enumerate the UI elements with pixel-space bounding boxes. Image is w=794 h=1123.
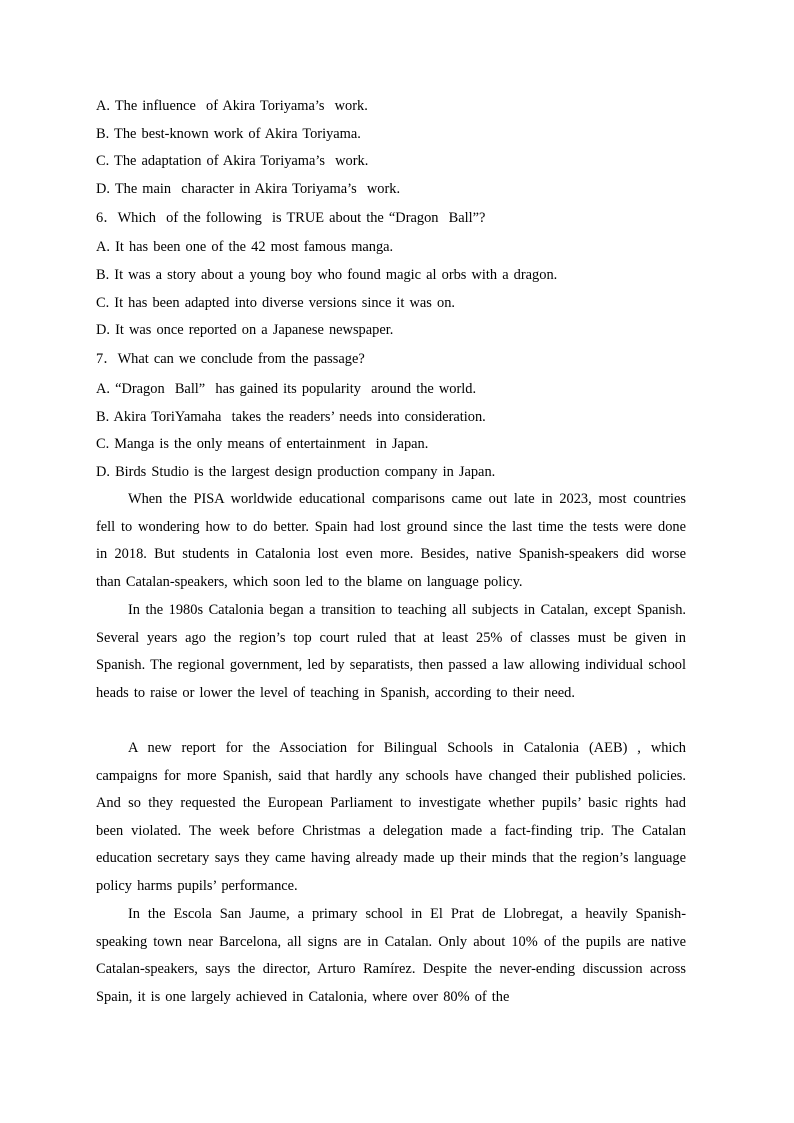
- q5-option-b: B. The best-known work of Akira Toriyama.: [96, 126, 361, 142]
- passage-paragraph-3: A new report for the Association for Bilingual Schools in Catalonia (AEB) , which campaigns for more Spanish, said that hardly any schools have changed their published policies. And so they requested the European Parliament to investigate whether pupils’ basic rights had been violated. The week before Christmas a delegation made a fact-finding trip. The Catalan education secretary says they came having already made up their minds that the region’s language policy harms pupils’ performance.: [96, 740, 686, 894]
- q7-stem: 7．What can we conclude from the passage?: [96, 351, 365, 367]
- q6-option-b: B. It was a story about a young boy who found magic al orbs with a dragon.: [96, 267, 558, 283]
- q6-option-a: A. It has been one of the 42 most famous manga.: [96, 239, 394, 255]
- q6-option-d: D. It was once reported on a Japanese newspaper.: [96, 322, 394, 338]
- q7-option-c: C. Manga is the only means of entertainment in Japan.: [96, 436, 429, 452]
- q6-stem: 6．Which of the following is TRUE about the “Dragon Ball”?: [96, 210, 486, 226]
- passage-paragraph-4: In the Escola San Jaume, a primary school in El Prat de Llobregat, a heavily Spanish-speaking town near Barcelona, all signs are in Catalan. Only about 10% of the pupils are native Catalan-speakers, says the director, Arturo Ramírez. Despite the never-ending discussion across Spain, it is one largely achieved in Catalonia, where over 80% of the: [96, 906, 686, 1005]
- q5-option-d: D. The main character in Akira Toriyama’s work.: [96, 181, 401, 197]
- q6-option-c: C. It has been adapted into diverse versions since it was on.: [96, 295, 455, 311]
- passage-paragraph-2: In the 1980s Catalonia began a transition to teaching all subjects in Catalan, except Spanish. Several years ago the region’s top court ruled that at least 25% of classes must be given in Spanish. The regional government, led by separatists, then passed a law allowing individual school heads to raise or lower the level of teaching in Spanish, according to their need.: [96, 602, 686, 701]
- q7-option-d: D. Birds Studio is the largest design production company in Japan.: [96, 464, 496, 480]
- passage-paragraph-1: When the PISA worldwide educational comparisons came out late in 2023, most countries fell to wondering how to do better. Spain had lost ground since the last time the tests were done in 2018. But students in Catalonia lost even more. Besides, native Spanish-speakers did worse than Catalan-speakers, which soon led to the blame on language policy.: [96, 491, 686, 590]
- q5-option-a: A. The influence of Akira Toriyama’s work.: [96, 98, 368, 114]
- q7-option-b: B. Akira ToriYamaha takes the readers’ needs into consideration.: [96, 409, 486, 425]
- q7-option-a: A. “Dragon Ball” has gained its popularity around the world.: [96, 381, 477, 397]
- q5-option-c: C. The adaptation of Akira Toriyama’s work.: [96, 153, 369, 169]
